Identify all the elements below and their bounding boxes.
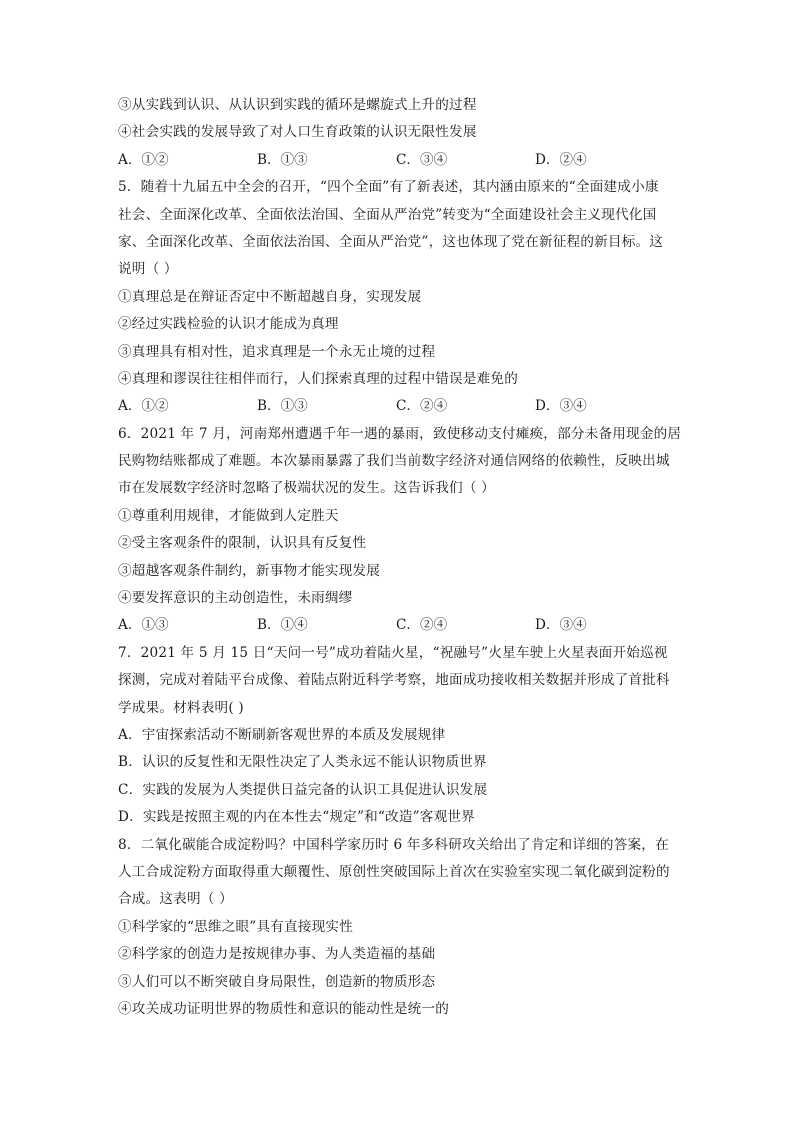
stem-line: 合成。这表明（ ） [118, 891, 233, 908]
option-b: B．认识的反复性和无限性决定了人类永远不能认识物质世界 [118, 754, 487, 771]
option-2: ②经过实践检验的认识才能成为真理 [118, 316, 339, 333]
choice-d: D．③④ [535, 617, 587, 634]
option-d: D．实践是按照主观的内在本性去“规定”和“改造”客观世界 [118, 809, 475, 826]
choice-a: A．①② [118, 398, 169, 415]
stem-line: 市在发展数字经济时忽略了极端状况的发生。这告诉我们（ ） [118, 480, 495, 497]
stem-line: 民购物结账都成了难题。本次暴雨暴露了我们当前数字经济对通信网络的依赖性，反映出城 [118, 453, 670, 470]
option-2: ②受主客观条件的限制，认识具有反复性 [118, 535, 367, 552]
stem-line: 家、全面深化改革、全面依法治国、全面从严治党”，这也体现了党在新征程的新目标。这 [118, 233, 664, 250]
choice-b: B．①③ [257, 151, 308, 168]
option-4: ④社会实践的发展导致了对人口生育政策的认识无限性发展 [118, 124, 477, 141]
stem-line: 7．2021 年 5 月 15 日“天问一号”成功着陆火星，“祝融号”火星车驶上火星表面开始巡视 [118, 644, 668, 661]
stem-line: 人工合成淀粉方面取得重大颠覆性、原创性突破国际上首次在实验室实现二氧化碳到淀粉的 [118, 863, 670, 880]
option-a: A．宇宙探索活动不断刷新客观世界的本质及发展规律 [118, 726, 446, 743]
answer-choices [118, 147, 678, 174]
question-6-stem [118, 421, 682, 503]
exam-page [118, 92, 682, 1023]
stem-line: 社会、全面深化改革、全面依法治国、全面从严治党”转变为“全面建设社会主义现代化国 [118, 206, 657, 223]
choice-a: A．①② [118, 151, 169, 168]
option-3: ③真理具有相对性，追求真理是一个永无止境的过程 [118, 343, 436, 360]
stem-line: 学成果。材料表明( ) [118, 699, 244, 716]
option-4: ④真理和谬误往往相伴而行，人们探索真理的过程中错误是难免的 [118, 370, 519, 387]
option-c: C．实践的发展为人类提供日益完备的认识工具促进认识发展 [118, 781, 488, 798]
option-1: ①尊重利用规律，才能做到人定胜天 [118, 507, 339, 524]
option-1: ①真理总是在辩证否定中不断超越自身，实现发展 [118, 288, 422, 305]
option-4: ④要发挥意识的主动创造性，未雨绸缪 [118, 590, 353, 607]
stem-line: 6．2021 年 7 月，河南郑州遭遇千年一遇的暴雨，致使移动支付瘫痪，部分未备用现金的居 [118, 425, 682, 442]
option-3: ③人们可以不断突破自身局限性，创造新的物质形态 [118, 973, 436, 990]
stem-line: 8．二氧化碳能合成淀粉吗？中国科学家历时 6 年多科研攻关给出了肯定和详细的答案，在 [118, 836, 669, 853]
choice-b: B．①④ [257, 617, 308, 634]
choice-c: C．②④ [396, 617, 448, 634]
choice-d: D．②④ [535, 151, 587, 168]
option-3: ③从实践到认识、从认识到实践的循环是螺旋式上升的过程 [118, 97, 477, 113]
question-7-stem [118, 640, 678, 722]
question-5-stem [118, 174, 678, 284]
answer-choices [118, 393, 678, 420]
choice-c: C．②④ [396, 398, 448, 415]
choice-b: B．①③ [257, 398, 308, 415]
option-3: ③超越客观条件制约，新事物才能实现发展 [118, 562, 381, 579]
option-2: ②科学家的创造力是按规律办事、为人类造福的基础 [118, 946, 436, 963]
stem-line: 说明（ ） [118, 261, 178, 278]
question-8-stem [118, 832, 678, 914]
stem-line: 探测，完成对着陆平台成像、着陆点附近科学考察，地面成功接收相关数据并形成了首批科 [118, 672, 670, 689]
option-4: ④攻关成功证明世界的物质性和意识的能动性是统一的 [118, 1000, 450, 1017]
answer-choices [118, 612, 678, 639]
choice-a: A．①③ [118, 617, 169, 634]
stem-line: 5．随着十九届五中全会的召开，“四个全面”有了新表述，其内涵由原来的“全面建成小康 [118, 179, 659, 196]
choice-d: D．③④ [535, 398, 587, 415]
choice-c: C．③④ [396, 151, 448, 168]
option-1: ①科学家的“思维之眼”具有直接现实性 [118, 918, 353, 935]
